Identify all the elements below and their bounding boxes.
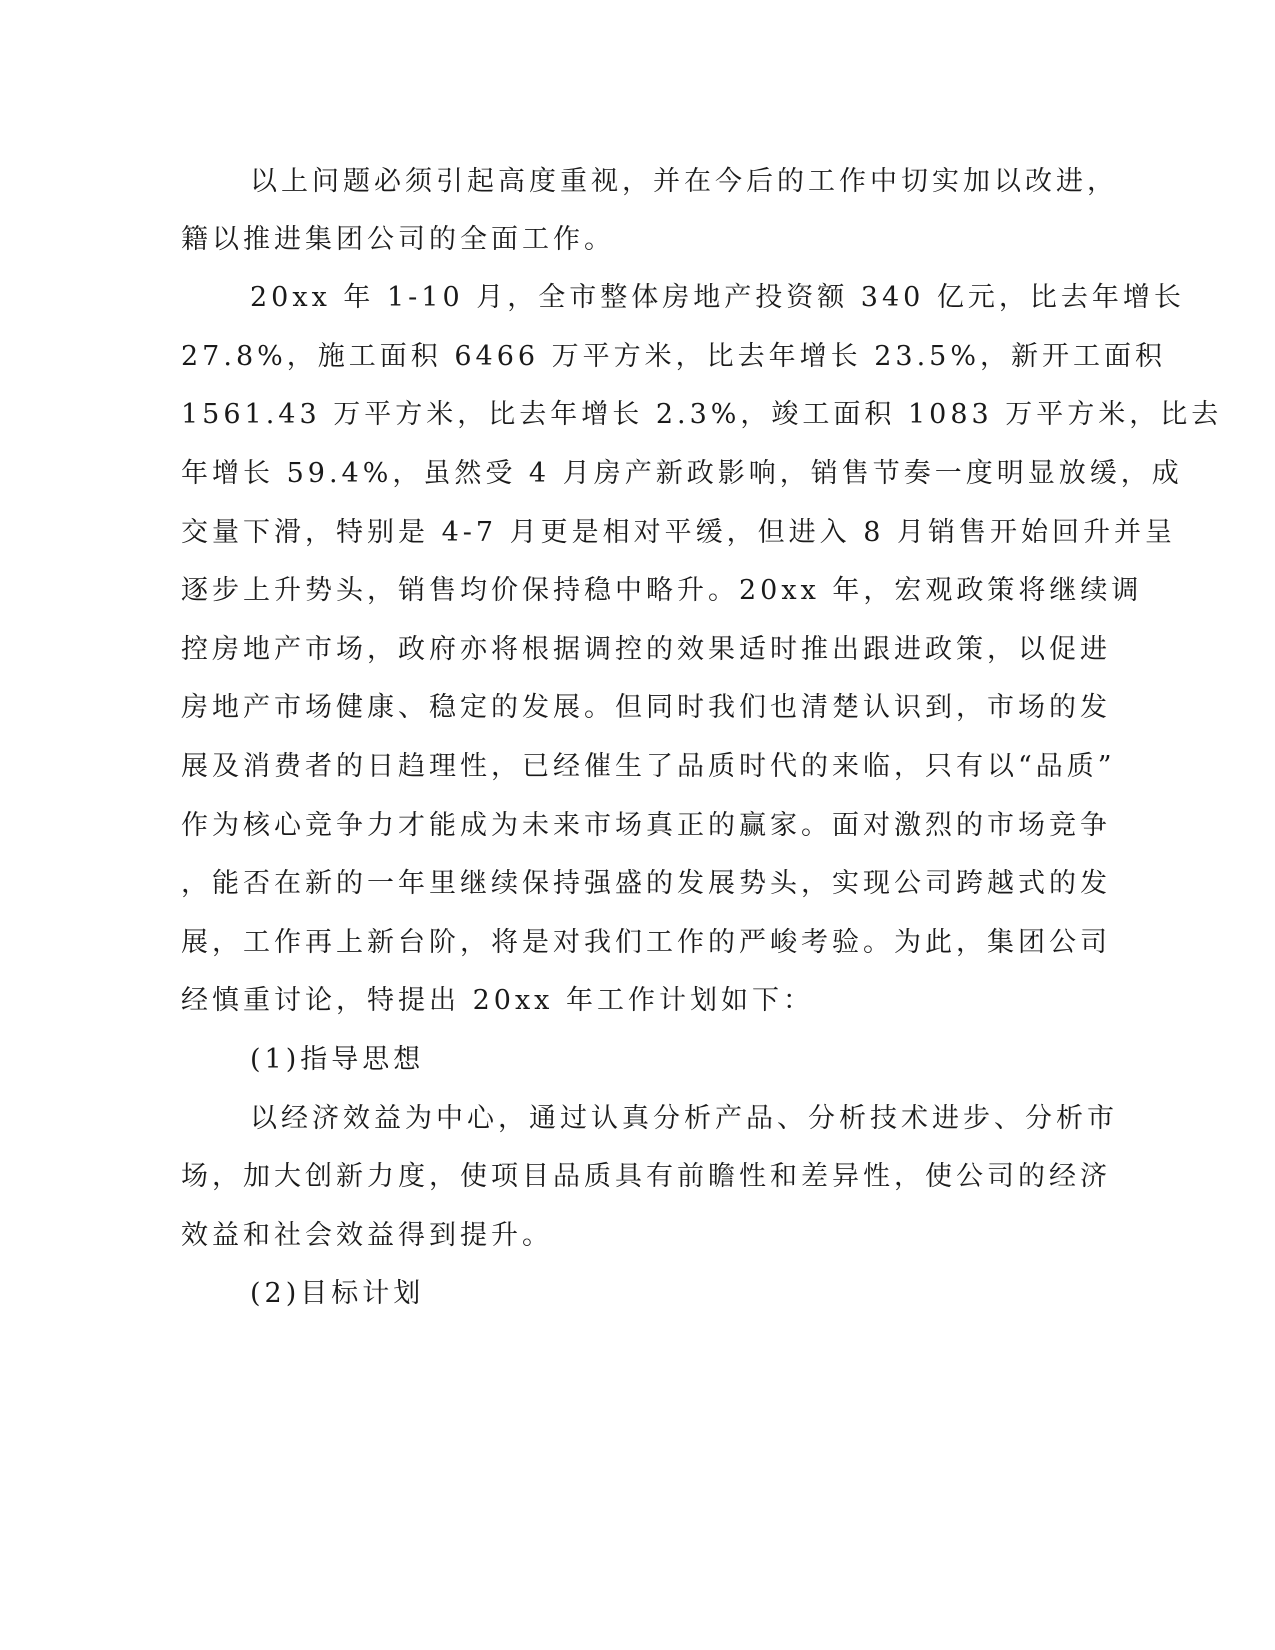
paragraph-2-line-10: 作为核心竞争力才能成为未来市场真正的赢家。面对激烈的市场竞争 bbox=[181, 810, 1111, 841]
paragraph-2-line-9: 展及消费者的日趋理性，已经催生了品质时代的来临，只有以“品质” bbox=[181, 751, 1116, 782]
paragraph-2-line-11: ，能否在新的一年里继续保持强盛的发展势头，实现公司跨越式的发 bbox=[181, 868, 1111, 899]
paragraph-2-line-7: 控房地产市场，政府亦将根据调控的效果适时推出跟进政策，以促进 bbox=[181, 634, 1111, 665]
paragraph-2-line-12: 展，工作再上新台阶，将是对我们工作的严峻考验。为此，集团公司 bbox=[181, 927, 1111, 958]
paragraph-3-line-2: 场，加大创新力度，使项目品质具有前瞻性和差异性，使公司的经济 bbox=[181, 1161, 1111, 1192]
paragraph-2-line-4: 年增长 59.4%，虽然受 4 月房产新政影响，销售节奏一度明显放缓，成 bbox=[181, 458, 1183, 489]
paragraph-2-line-13: 经慎重讨论，特提出 20xx 年工作计划如下： bbox=[181, 985, 814, 1016]
section-heading-guiding-principle: (1)指导思想 bbox=[250, 1044, 425, 1075]
paragraph-2-line-2: 27.8%，施工面积 6466 万平方米，比去年增长 23.5%，新开工面积 bbox=[181, 341, 1167, 372]
paragraph-3-line-1: 以经济效益为中心，通过认真分析产品、分析技术进步、分析市 bbox=[250, 1103, 1118, 1134]
section-heading-target-plan: (2)目标计划 bbox=[250, 1278, 425, 1309]
paragraph-2-line-6: 逐步上升势头，销售均价保持稳中略升。20xx 年，宏观政策将继续调 bbox=[181, 575, 1143, 606]
paragraph-2-line-1: 20xx 年 1-10 月，全市整体房地产投资额 340 亿元，比去年增长 bbox=[250, 282, 1185, 313]
paragraph-3-line-3: 效益和社会效益得到提升。 bbox=[181, 1220, 553, 1251]
paragraph-2-line-5: 交量下滑，特别是 4-7 月更是相对平缓，但进入 8 月销售开始回升并呈 bbox=[181, 517, 1176, 548]
paragraph-1-line-1: 以上问题必须引起高度重视，并在今后的工作中切实加以改进， bbox=[250, 166, 1118, 197]
paragraph-2-line-3: 1561.43 万平方米，比去年增长 2.3%，竣工面积 1083 万平方米，比去 bbox=[181, 399, 1223, 430]
paragraph-2-line-8: 房地产市场健康、稳定的发展。但同时我们也清楚认识到，市场的发 bbox=[181, 692, 1111, 723]
paragraph-1-line-2: 籍以推进集团公司的全面工作。 bbox=[181, 224, 615, 255]
